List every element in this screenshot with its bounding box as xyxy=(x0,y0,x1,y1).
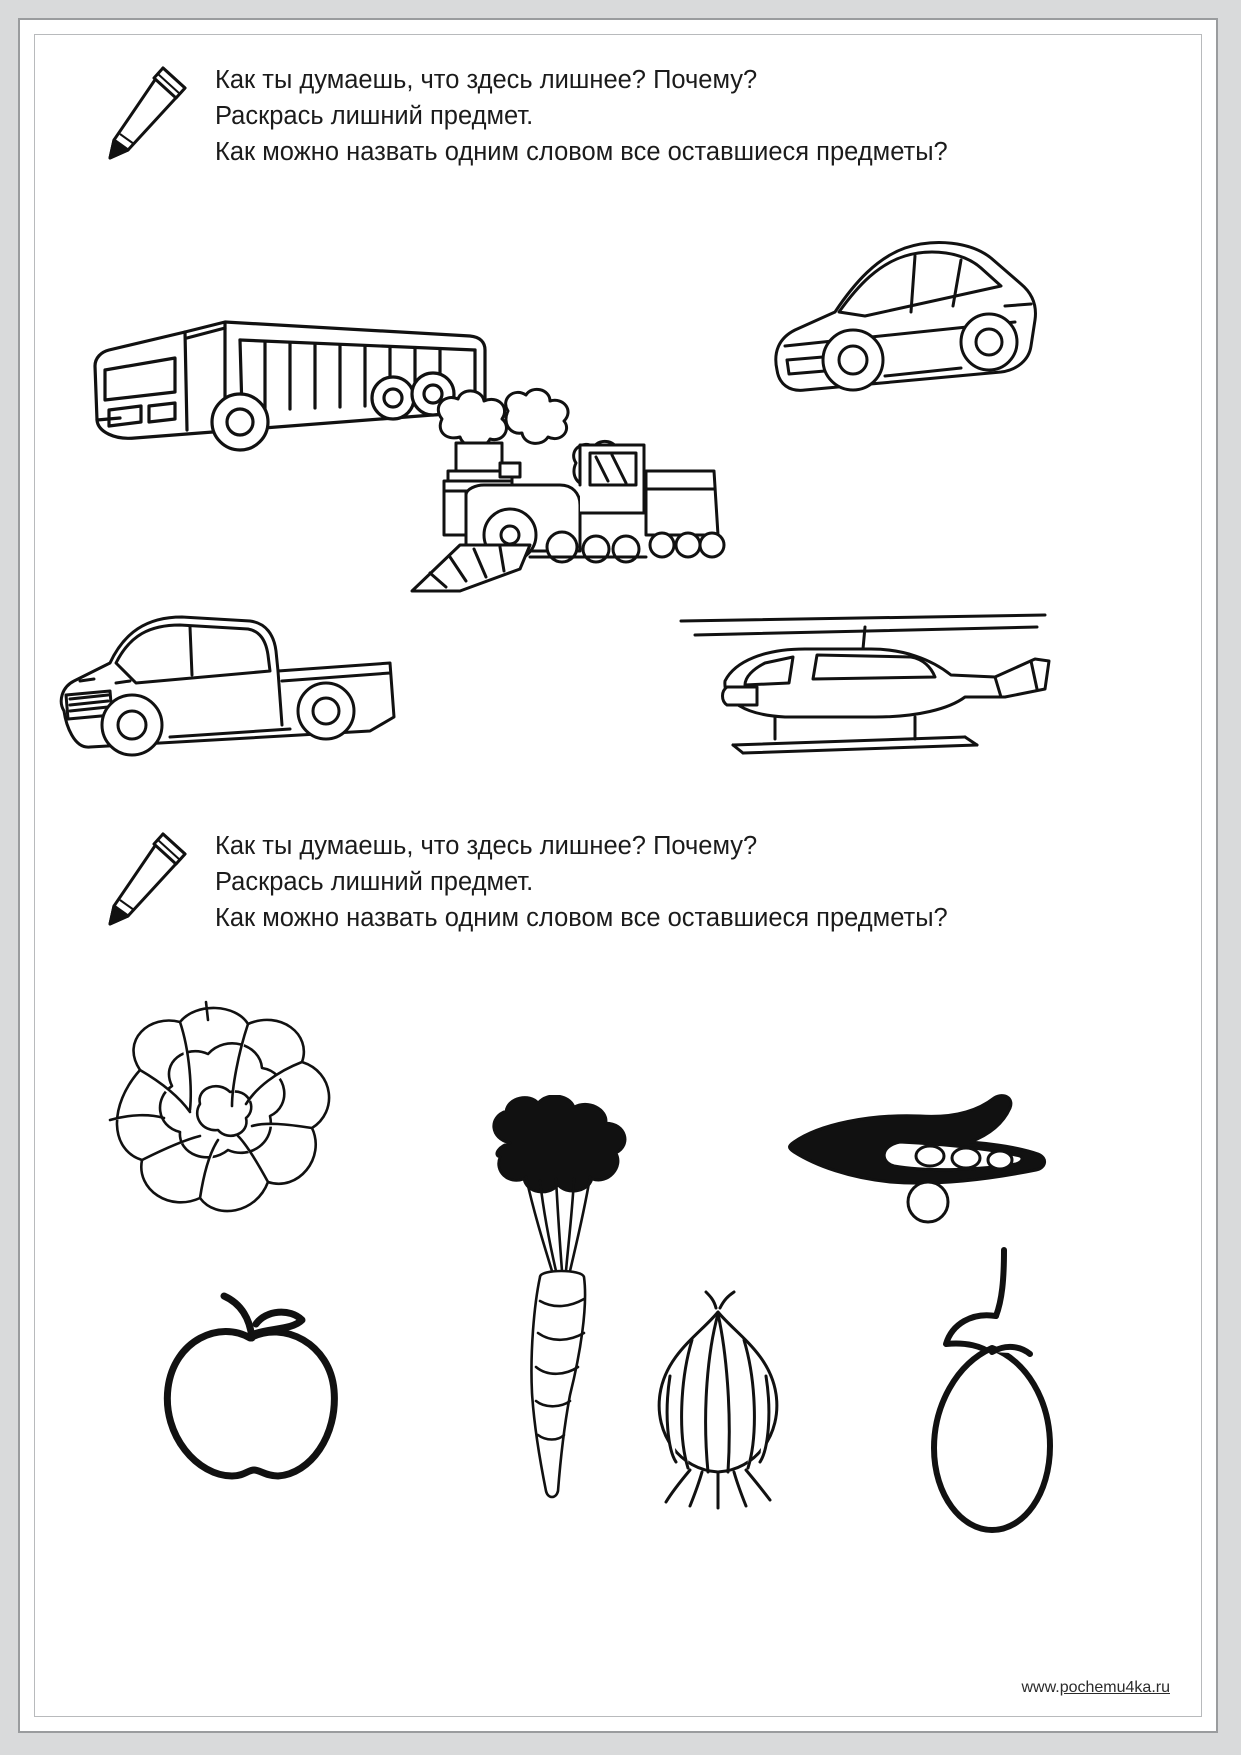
footer-watermark xyxy=(1021,1679,1170,1697)
eggplant xyxy=(900,1240,1080,1540)
worksheet-page xyxy=(18,18,1218,1733)
steam-train xyxy=(400,385,730,635)
footer-site: pochemu4ka.ru xyxy=(1059,1679,1170,1696)
task-1-line-2: Раскрась лишний предмет. xyxy=(215,102,534,130)
footer-prefix: www. xyxy=(1021,1679,1060,1696)
car xyxy=(765,220,1045,420)
task-2-text xyxy=(215,828,1150,936)
pea-pod xyxy=(780,1090,1060,1230)
task-1-line-3: Как можно назвать одним словом все оставшиеся предметы? xyxy=(215,138,948,166)
task-2-line-2: Раскрась лишний предмет. xyxy=(215,868,534,896)
pickup-truck xyxy=(50,605,400,775)
task-2-line-1: Как ты думаешь, что здесь лишнее? Почему? xyxy=(215,832,758,860)
pencil-icon xyxy=(90,828,200,933)
pencil-icon xyxy=(90,62,200,167)
task-1-text xyxy=(215,62,1150,170)
cabbage xyxy=(80,1000,380,1260)
task-block-2 xyxy=(90,828,1150,936)
task-1-figures xyxy=(20,210,1220,810)
task-2-figures xyxy=(20,990,1220,1630)
task-2-line-3: Как можно назвать одним словом все оставшиеся предметы? xyxy=(215,904,948,932)
onion xyxy=(630,1290,810,1510)
task-1-line-1: Как ты думаешь, что здесь лишнее? Почему? xyxy=(215,66,758,94)
apple xyxy=(150,1290,350,1490)
task-block-1 xyxy=(90,62,1150,170)
helicopter xyxy=(665,605,1065,765)
